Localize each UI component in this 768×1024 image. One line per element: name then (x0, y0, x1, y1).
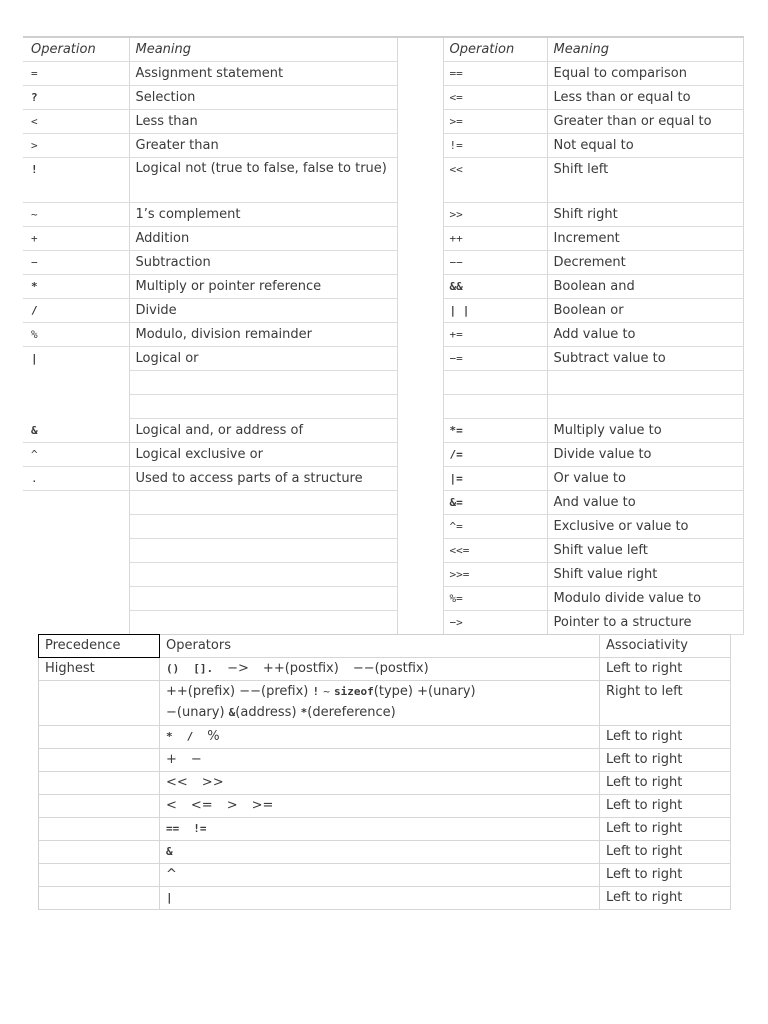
operator-symbol: += (443, 323, 547, 347)
operator-symbol: ^= (443, 515, 547, 539)
operators-cell (160, 887, 600, 910)
operators-table (23, 36, 744, 635)
operator-meaning (547, 395, 743, 419)
precedence-level: Highest (39, 658, 160, 681)
operator-symbol: * (23, 275, 129, 299)
associativity-value: Left to right (600, 772, 731, 795)
operator-symbol (23, 491, 129, 515)
table-row (23, 323, 743, 347)
column-gap (397, 515, 443, 539)
column-gap (397, 395, 443, 419)
operator-symbol: + (23, 227, 129, 251)
header-meaning-1: Meaning (129, 37, 397, 62)
operator-meaning: Boolean or (547, 299, 743, 323)
precedence-level (39, 681, 160, 726)
operator-meaning: Add value to (547, 323, 743, 347)
operator-meaning: Subtract value to (547, 347, 743, 371)
column-gap (397, 299, 443, 323)
operator-token: (type) +(unary) (373, 684, 476, 699)
operator-meaning: Not equal to (547, 134, 743, 158)
operator-token: []. (193, 662, 214, 675)
operator-meaning (129, 539, 397, 563)
table-row (23, 158, 743, 203)
operator-token: == (166, 822, 180, 835)
operator-meaning: Assignment statement (129, 62, 397, 86)
precedence-level (39, 795, 160, 818)
operator-token: (dereference) (307, 705, 396, 720)
operator-meaning (129, 395, 397, 419)
operator-token: (address) (235, 705, 297, 720)
header-meaning-2: Meaning (547, 37, 743, 62)
operator-meaning: Boolean and (547, 275, 743, 299)
operator-symbol: /= (443, 443, 547, 467)
header-associativity: Associativity (600, 635, 731, 658)
table-row (23, 563, 743, 587)
table-row (23, 515, 743, 539)
column-gap (397, 37, 443, 62)
associativity-value: Right to left (600, 681, 731, 726)
table-row (23, 134, 743, 158)
operator-symbol: | (31, 352, 38, 365)
operators-cell (160, 841, 600, 864)
operator-meaning: Multiply or pointer reference (129, 275, 397, 299)
operator-symbol: >>= (443, 563, 547, 587)
operator-symbol: & (23, 419, 129, 443)
column-gap (397, 86, 443, 110)
column-gap (397, 443, 443, 467)
operator-symbol: ^ (23, 443, 129, 467)
operator-meaning: And value to (547, 491, 743, 515)
operator-meaning: Logical exclusive or (129, 443, 397, 467)
operator-symbol: − (23, 251, 129, 275)
operator-token: ++(prefix) −−(prefix) (166, 684, 309, 699)
table-row (23, 347, 743, 371)
operator-symbol: / (23, 299, 129, 323)
operator-meaning: Selection (129, 86, 397, 110)
column-gap (397, 419, 443, 443)
operator-meaning (547, 371, 743, 395)
column-gap (397, 323, 443, 347)
operator-token: ~ (323, 685, 330, 698)
operator-meaning: Equal to comparison (547, 62, 743, 86)
operator-token: % (207, 729, 220, 744)
operator-token: −(unary) (166, 705, 225, 720)
operator-token: >= (251, 798, 274, 813)
operator-meaning: Subtraction (129, 251, 397, 275)
operator-meaning: Decrement (547, 251, 743, 275)
operator-token: ++(postfix) (262, 661, 339, 676)
operators-cell (160, 795, 600, 818)
table-row (23, 299, 743, 323)
operator-symbol: *= (443, 419, 547, 443)
operator-token: & (228, 706, 236, 719)
operator-meaning: Greater than (129, 134, 397, 158)
column-gap (397, 134, 443, 158)
table-row (39, 726, 731, 749)
operator-token: sizeof (334, 685, 374, 698)
operator-symbol: >= (443, 110, 547, 134)
operator-symbol (23, 515, 129, 539)
table-row (23, 251, 743, 275)
operator-token: −> (227, 661, 249, 676)
precedence-level (39, 864, 160, 887)
associativity-value: Left to right (600, 841, 731, 864)
operator-meaning (129, 515, 397, 539)
operator-token: () (166, 662, 180, 675)
operator-symbol (23, 539, 129, 563)
header-operation-1: Operation (23, 37, 129, 62)
table-header-row (23, 37, 743, 62)
table-row (23, 491, 743, 515)
operator-symbol (23, 395, 129, 419)
operator-symbol (443, 371, 547, 395)
operator-token: * (166, 730, 173, 743)
operator-symbol (23, 587, 129, 611)
operator-token: <= (190, 798, 213, 813)
operator-meaning: Multiply value to (547, 419, 743, 443)
operator-token: & (166, 845, 173, 858)
operator-meaning: 1’s complement (129, 203, 397, 227)
operator-meaning: Shift left (547, 158, 743, 203)
operator-symbol: >> (443, 203, 547, 227)
associativity-value: Left to right (600, 749, 731, 772)
column-gap (397, 611, 443, 635)
operator-token: ^ (166, 867, 177, 882)
table-row (39, 795, 731, 818)
operator-meaning: Logical or (129, 347, 397, 371)
operators-cell (160, 818, 600, 841)
operator-symbol: ++ (443, 227, 547, 251)
column-gap (397, 227, 443, 251)
header-precedence: Precedence (39, 635, 160, 658)
operator-symbol: −> (443, 611, 547, 635)
operator-meaning: Greater than or equal to (547, 110, 743, 134)
operator-meaning: Modulo, division remainder (129, 323, 397, 347)
operator-symbol: −− (443, 251, 547, 275)
precedence-level (39, 887, 160, 910)
operator-token: | (166, 891, 173, 904)
operator-symbol: && (443, 275, 547, 299)
operator-meaning: Divide value to (547, 443, 743, 467)
operators-cell (160, 681, 600, 726)
operator-meaning (129, 563, 397, 587)
table-row (39, 818, 731, 841)
operator-meaning: Shift value right (547, 563, 743, 587)
operator-symbol (23, 611, 129, 635)
column-gap (397, 275, 443, 299)
table-row (39, 658, 731, 681)
header-operation-2: Operation (443, 37, 547, 62)
table-row (39, 772, 731, 795)
operator-symbol: | | (443, 299, 547, 323)
table-row (39, 681, 731, 726)
operator-symbol: < (23, 110, 129, 134)
operator-meaning: Pointer to a structure (547, 611, 743, 635)
table-row (23, 110, 743, 134)
table-row (39, 841, 731, 864)
operator-symbol: > (23, 134, 129, 158)
column-gap (397, 62, 443, 86)
operator-symbol: |= (443, 467, 547, 491)
table-row (23, 539, 743, 563)
table-row (39, 864, 731, 887)
column-gap (397, 563, 443, 587)
precedence-level (39, 818, 160, 841)
table-row (23, 587, 743, 611)
operator-meaning (129, 587, 397, 611)
associativity-value: Left to right (600, 864, 731, 887)
operator-meaning: Addition (129, 227, 397, 251)
table-row (39, 887, 731, 910)
precedence-level (39, 772, 160, 795)
operator-symbol: % (23, 323, 129, 347)
table-row (23, 395, 743, 419)
operator-meaning: Exclusive or value to (547, 515, 743, 539)
operator-symbol (23, 563, 129, 587)
operator-symbol: = (23, 62, 129, 86)
column-gap (397, 539, 443, 563)
operator-token: * (300, 706, 308, 719)
operators-cell (160, 726, 600, 749)
operator-symbol: ? (23, 86, 129, 110)
column-gap (397, 110, 443, 134)
operator-symbol: <= (443, 86, 547, 110)
table-row (23, 467, 743, 491)
operator-meaning: Increment (547, 227, 743, 251)
operator-symbol: << (443, 158, 547, 203)
column-gap (397, 251, 443, 275)
table-row (23, 419, 743, 443)
operator-meaning: Less than or equal to (547, 86, 743, 110)
associativity-value: Left to right (600, 887, 731, 910)
operator-meaning: Logical and, or address of (129, 419, 397, 443)
operator-meaning: Or value to (547, 467, 743, 491)
operator-meaning: Less than (129, 110, 397, 134)
table-row (23, 443, 743, 467)
operator-symbol: ! (23, 158, 129, 203)
column-gap (397, 371, 443, 395)
operator-token: > (226, 798, 238, 813)
table-row (23, 62, 743, 86)
operator-token: + (166, 752, 177, 767)
operator-token: / (186, 730, 194, 743)
operator-symbol: <<= (443, 539, 547, 563)
operator-symbol (23, 371, 129, 395)
table-row (23, 275, 743, 299)
operators-cell (160, 864, 600, 887)
operator-token: < (166, 798, 177, 813)
operator-symbol: == (443, 62, 547, 86)
operator-meaning: Modulo divide value to (547, 587, 743, 611)
column-gap (397, 491, 443, 515)
operator-symbol: ~ (23, 203, 129, 227)
operator-meaning (129, 611, 397, 635)
precedence-level (39, 726, 160, 749)
operator-symbol: −= (443, 347, 547, 371)
associativity-value: Left to right (600, 726, 731, 749)
column-gap (397, 203, 443, 227)
operator-token: != (193, 822, 207, 835)
operator-meaning (129, 371, 397, 395)
column-gap (397, 347, 443, 371)
operators-cell (160, 658, 600, 681)
operators-cell (160, 749, 600, 772)
operator-meaning: Logical not (true to false, false to true) (129, 158, 397, 203)
table-row (39, 749, 731, 772)
table-row (23, 203, 743, 227)
operator-symbol: != (443, 134, 547, 158)
table-row (23, 227, 743, 251)
table-row (23, 611, 743, 635)
operator-meaning: Used to access parts of a structure (129, 467, 397, 491)
table-row (23, 86, 743, 110)
operator-token: >> (201, 775, 224, 790)
table-header-row (39, 635, 731, 658)
precedence-level (39, 841, 160, 864)
operator-meaning: Divide (129, 299, 397, 323)
operator-meaning (129, 491, 397, 515)
column-gap (397, 587, 443, 611)
operator-token: −−(postfix) (352, 661, 429, 676)
operator-meaning: Shift right (547, 203, 743, 227)
operator-symbol: %= (443, 587, 547, 611)
operator-token: << (166, 775, 188, 790)
associativity-value: Left to right (600, 658, 731, 681)
operator-symbol: &= (443, 491, 547, 515)
operator-symbol (443, 395, 547, 419)
operator-symbol: . (23, 467, 129, 491)
column-gap (397, 467, 443, 491)
operator-token: − (190, 752, 202, 767)
associativity-value: Left to right (600, 818, 731, 841)
header-operators: Operators (160, 635, 600, 658)
operator-meaning: Shift value left (547, 539, 743, 563)
associativity-value: Left to right (600, 795, 731, 818)
precedence-level (39, 749, 160, 772)
column-gap (397, 158, 443, 203)
operators-cell (160, 772, 600, 795)
precedence-table (38, 634, 731, 910)
table-row (23, 371, 743, 395)
operator-token: ! (312, 685, 320, 698)
